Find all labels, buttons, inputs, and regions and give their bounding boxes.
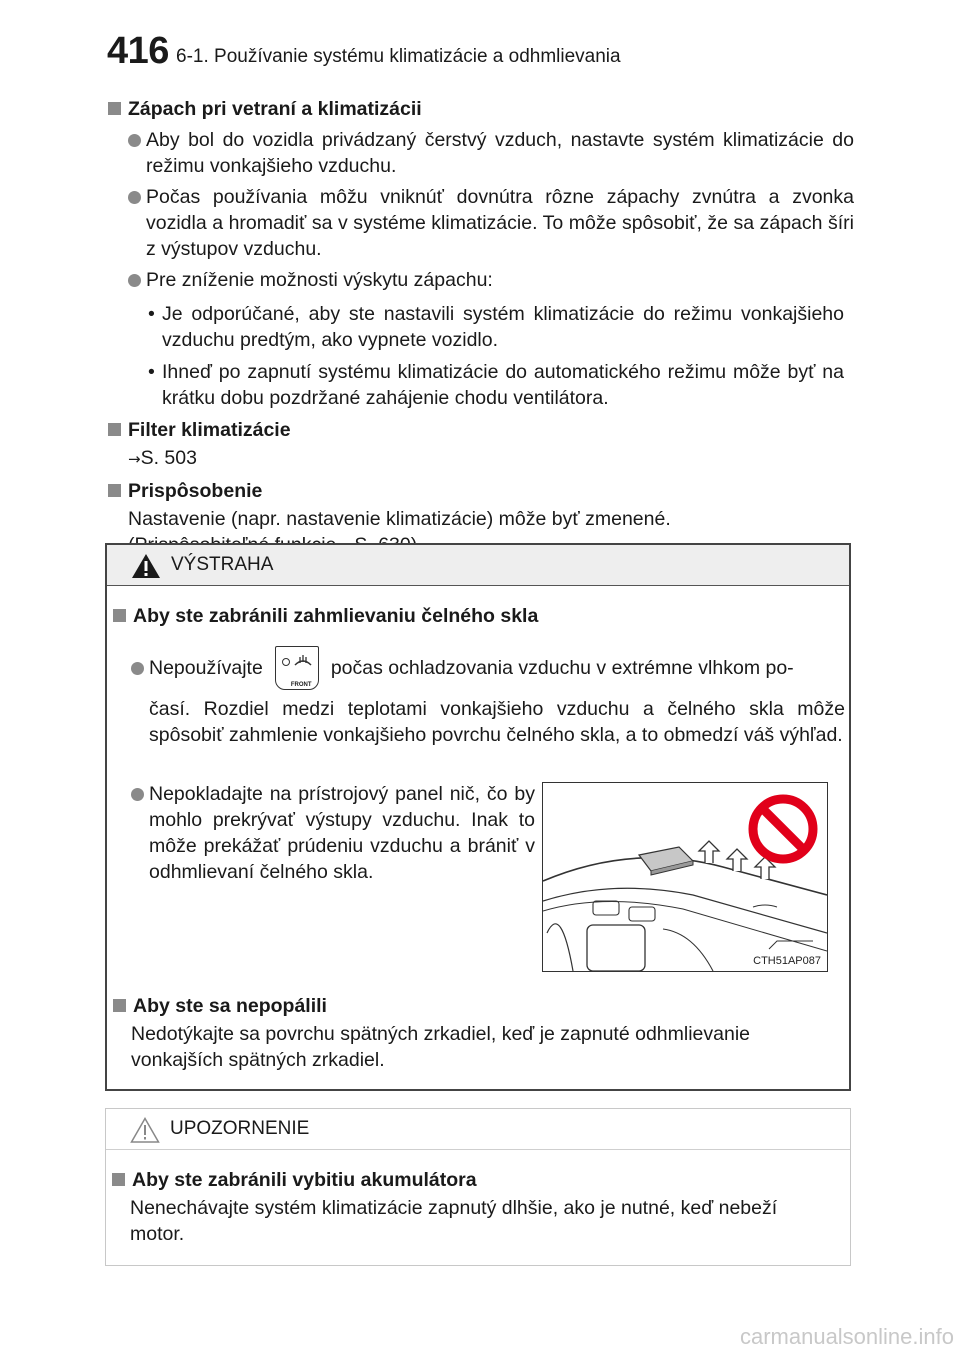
section-heading-filter: Filter klimatizácie	[108, 417, 854, 443]
main-content	[108, 92, 854, 559]
indicator-light-icon	[282, 658, 290, 666]
caution-section-heading: Aby ste zabránili vybitiu akumulátora	[112, 1167, 477, 1193]
section-square-icon	[108, 484, 121, 497]
caution-triangle-icon	[130, 1117, 160, 1143]
page-link[interactable]: S. 503	[140, 447, 197, 469]
section-heading-customization: Prispôsobenie	[108, 478, 854, 504]
warning-section-heading: Aby ste sa nepopálili	[113, 993, 327, 1019]
warning-bullet-dashboard: Nepokladajte na prístrojový panel nič, čo by mohlo prekrývať výstupy vzduchu. Inak to môže prekážať prúdeniu vzduchu a brániť v odhmlievaní čelného skla.	[131, 781, 535, 885]
section-square-icon	[108, 423, 121, 436]
bullet-item: Počas používania môžu vniknúť dovnútra rôzne zápachy zvnútra a zvonka vozidla a hromadiť sa v systéme klimatizácie. To môže spôsobiť, že sa zápach šíri z výstupov vzduchu.	[108, 184, 854, 262]
bullet-dot-icon	[131, 788, 144, 801]
section-heading-odor: Zápach pri vetraní a klimatizácii	[108, 96, 854, 122]
bullet-item: Aby bol do vozidla privádzaný čerstvý vzduch, nastavte systém klimatizácie do režimu vonkajšieho vzduchu.	[108, 127, 854, 179]
image-code: CTH51AP087	[753, 955, 821, 967]
page-header	[0, 28, 960, 88]
section-square-icon	[108, 102, 121, 115]
sub-bullet-item: • Ihneď po zapnutí systému klimatizácie do automatického režimu môže byť na krátku dobu pozdržané zahájenie chodu ventilátora.	[148, 361, 844, 409]
sub-bullet-item: • Je odporúčané, aby ste nastavili systém klimatizácie do režimu vonkajšieho vzduchu predtým, ako vypnete vozidlo.	[148, 303, 844, 351]
warning-bullet-defroster: Nepoužívajte FRONT počas ochladzovania vzduchu v extrémne vlhkom po- časí. Rozdiel medzi teplotami vonkajšieho vzduchu a čelného skla môže spôsobiť zahmlenie vonkajšieho povrchu čelného skla, a to obmedzí váš výhľad.	[131, 655, 845, 748]
section-square-icon	[113, 609, 126, 622]
warning-triangle-icon	[131, 553, 161, 579]
caution-title: UPOZORNENIE	[170, 1118, 310, 1139]
section-square-icon	[113, 999, 126, 1012]
warning-section-heading: Aby ste zabránili zahmlievaniu čelného skla	[113, 603, 538, 629]
warning-burn-text: Nedotýkajte sa povrchu spätných zrkadiel, keď je zapnuté odhmlievanie vonkajších spätných zrkadiel.	[131, 1023, 751, 1071]
warning-title: VÝSTRAHA	[171, 554, 274, 575]
caution-box	[105, 1108, 851, 1266]
filter-reference: →S. 503	[128, 447, 197, 469]
front-defroster-button-icon: FRONT	[275, 646, 319, 690]
bullet-dot-icon	[128, 274, 141, 287]
bullet-item: Pre zníženie možnosti výskytu zápachu:	[108, 267, 854, 293]
watermark: carmanualsonline.info	[739, 1324, 954, 1349]
bullet-dot-icon	[128, 134, 141, 147]
caution-text: Nenechávajte systém klimatizácie zapnutý dlhšie, ako je nutné, keď nebeží motor.	[130, 1197, 778, 1245]
dashboard-drawing	[543, 783, 827, 971]
section-square-icon	[112, 1173, 125, 1186]
page-number: 416	[107, 30, 169, 72]
bullet-dot-icon	[128, 191, 141, 204]
warning-header	[107, 545, 849, 586]
windshield-defrost-icon	[293, 653, 313, 669]
customization-text: Nastavenie (napr. nastavenie klimatizácie) môže byť zmenené.	[108, 506, 854, 559]
caution-header	[106, 1109, 850, 1150]
dashboard-illustration	[542, 782, 828, 972]
chapter-title: 6-1. Používanie systému klimatizácie a odhmlievania	[176, 46, 621, 67]
bullet-dot-icon	[131, 662, 144, 675]
